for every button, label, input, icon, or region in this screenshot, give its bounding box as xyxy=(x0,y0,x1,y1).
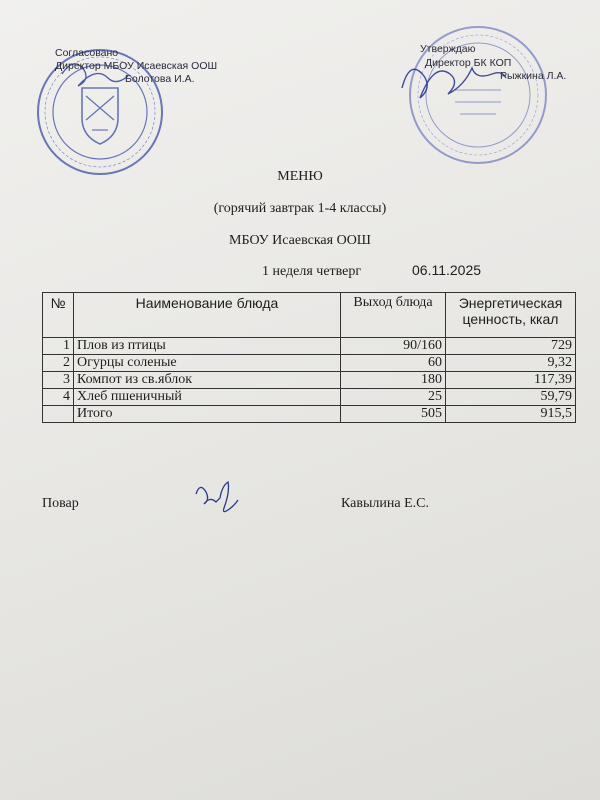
header-dish-name: Наименование блюда xyxy=(74,293,341,338)
header-energy-line1: Энергетическая xyxy=(458,295,563,311)
row-output: 60 xyxy=(341,355,446,372)
week-day-label: 1 неделя четверг xyxy=(262,264,362,279)
header-num: № xyxy=(43,293,74,338)
row-num: 1 xyxy=(43,338,74,355)
cook-name: Кавылина Е.С. xyxy=(341,496,429,511)
row-energy: 117,39 xyxy=(446,372,576,389)
cook-signature xyxy=(196,482,238,512)
row-num: 3 xyxy=(43,372,74,389)
page-title: МЕНЮ xyxy=(277,169,323,184)
header-energy-line2: ценность, ккал xyxy=(462,311,559,327)
row-dish-name: Огурцы соленые xyxy=(74,355,341,372)
total-output: 505 xyxy=(341,406,446,423)
table-row xyxy=(43,372,576,389)
row-output: 90/160 xyxy=(341,338,446,355)
header-output: Выход блюда xyxy=(341,293,446,338)
total-num-cell xyxy=(43,406,74,423)
right-signature xyxy=(402,68,506,98)
approval-right-name: Рыжкина Л.А. xyxy=(500,70,567,82)
row-num: 4 xyxy=(43,389,74,406)
row-energy: 9,32 xyxy=(446,355,576,372)
menu-table xyxy=(42,292,576,423)
row-dish-name: Плов из птицы xyxy=(74,338,341,355)
approval-right-label: Утверждаю xyxy=(420,43,476,55)
approval-right-position: Директор БК КОП xyxy=(425,57,512,69)
row-output: 180 xyxy=(341,372,446,389)
row-num: 2 xyxy=(43,355,74,372)
total-energy: 915,5 xyxy=(446,406,576,423)
meal-subtitle: (горячий завтрак 1-4 классы) xyxy=(213,201,387,216)
row-dish-name: Компот из св.яблок xyxy=(74,372,341,389)
cook-label: Повар xyxy=(42,496,79,511)
header-energy xyxy=(446,293,576,338)
table-row xyxy=(43,355,576,372)
table-header-row xyxy=(43,293,576,338)
row-dish-name: Хлеб пшеничный xyxy=(74,389,341,406)
approval-left-position: Директор МБОУ Исаевская ООШ xyxy=(55,60,218,72)
table-row xyxy=(43,389,576,406)
table-total-row xyxy=(43,406,576,423)
row-energy: 59,79 xyxy=(446,389,576,406)
approval-left-label: Согласовано xyxy=(55,47,119,59)
row-energy: 729 xyxy=(446,338,576,355)
total-label: Итого xyxy=(74,406,341,423)
school-name: МБОУ Исаевская ООШ xyxy=(229,233,371,248)
approval-left-name: Болотова И.А. xyxy=(125,73,195,85)
row-output: 25 xyxy=(341,389,446,406)
date-label: 06.11.2025 xyxy=(412,262,482,278)
table-row xyxy=(43,338,576,355)
